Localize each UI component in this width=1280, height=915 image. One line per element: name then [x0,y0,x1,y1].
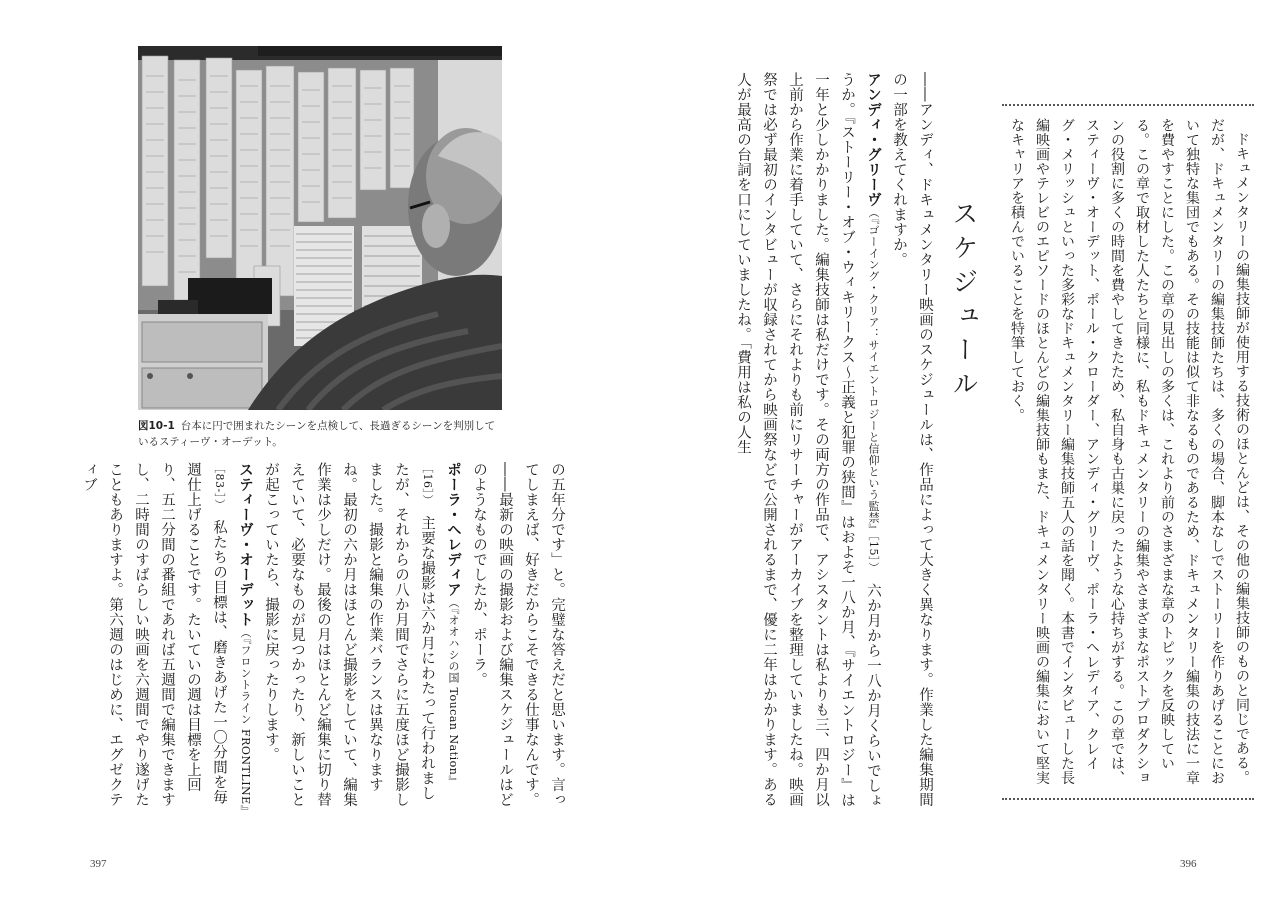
right-page [640,0,1280,915]
figure-caption [138,418,502,450]
answer-steve: 私たちの目標は、磨きあげた一〇分間を毎週仕上げることです。たいていの週は目標を上回り、五二分間の番組であれば五週間で編集できますし、二時間のすばらしい映画を六週間でやり遂げたこともありますよ。第六週のはじめに、エグゼクティブ [81,462,227,807]
answer-andy: 六か月から一八か月くらいでしょうか。『ストーリー・オブ・ウィキリークス～正義と犯罪の狭間』はおよそ一八か月、『サイエントロジー』は一年と少しかかりました。編集技師は私だけです。その両方の作品で、アシスタントは私よりも三、四か月以上前から作業に着手していて、さらにそれよりも前にリサーチャーがアーカイブを整理していましたね。映画祭では必ず最初のインタビューが収録されてから映画祭などで公開されるまで、優に二年はかかります。ある人が最高の台詞を口にしていましたね。「費用は私の人生 [735,72,881,808]
intro-text [1002,118,1254,790]
photo-illustration [138,46,502,410]
answer1-continued: の五年分です」と。完璧な答えだと思います。言ってしまえば、好きだからこそできる仕事なんです。 [523,462,565,807]
figure-photo [138,46,502,410]
section-heading: スケジュール [948,200,978,404]
andy-paragraph [730,72,886,812]
intro-box [1002,104,1254,804]
intro-rule-bottom [1002,798,1254,800]
answer-paula: 主要な撮影は六か月にわたって行われましたが、それからの八か月間でさらに五度ほど撮影しました。撮影と編集の作業バランスは異なりますね。最初の六か月はほとんど撮影をしていて、編集作業は少しだけ。最後の月はほとんど編集に切り替えていて、必要なものが見つかったり、新しいことが起こっていたら、撮影に戻ったりします。 [263,462,435,807]
right-body-text [670,72,938,812]
figure-label: 図10-1 [138,420,175,432]
paula-paragraph [258,462,466,812]
speaker-andy: アンディ・グリーヴ [865,72,881,207]
intro-paragraph: ドキュメンタリーの編集技師が使用する技術のほとんどは、その他の編集技師のものと同じである。だが、ドキュメンタリーの編集技師たちは、多くの場合、脚本なしでストーリーを作りあげることにおいて独特な集団でもある。その技能は似て非なるものであるため、ドキュメンタリー編集の技法に一章を費やすことにした。この章の見出しの多くは、これより前のさまざまな章のトピックを反映している。この章で取材した人たちと同様に、私もドキュメンタリーの編集やさまざまなポストプロダクションの役割に多くの時間を費やしてきたため、私自身も古巣に戻ったような心持ちがする。この章では、スティーヴ・オーデット、ポール・クローダー、アンディ・グリーヴ、ポーラ・ヘレディア、クレイグ・メリッシュといった多彩なドキュメンタリー編集技師五人の話を聞く。本書でインタビューした長編映画やテレビのエピソードのほとんどの編集技師もまた、ドキュメンタリー映画の編集において堅実なキャリアを積んでいることを特筆しておく。 [1009,118,1250,785]
speaker-steve-ref: （『フロントライン FRONTLINE』［83-］） [213,462,252,811]
question-andy: ――アンディ、ドキュメンタリー映画のスケジュールは、作品によって大きく異なります。作業した編集期間の一部を教えてくれますか。 [891,72,933,807]
folio-left: 397 [90,858,107,870]
folio-right: 396 [1180,858,1197,870]
speaker-steve: スティーヴ・オーデット [237,462,253,627]
figure-caption-text: 台本に円で囲まれたシーンを点検して、長過ぎるシーンを判別しているスティーヴ・オーデット。 [138,420,496,448]
steve-paragraph [76,462,258,812]
speaker-paula: ポーラ・ヘレディア [445,462,461,597]
left-body-text [30,462,570,812]
intro-rule-top [1002,104,1254,106]
question-paula: ――最新の映画の撮影および編集スケジュールはどのようなものでしたか、ポーラ。 [471,462,513,807]
speaker-paula-ref: （『オオハシの国 Toucan Nation』［16］） [421,462,460,787]
speaker-andy-ref: （『ゴーイング・クリア：サイエントロジーと信仰という監禁』［15］） [867,207,880,568]
